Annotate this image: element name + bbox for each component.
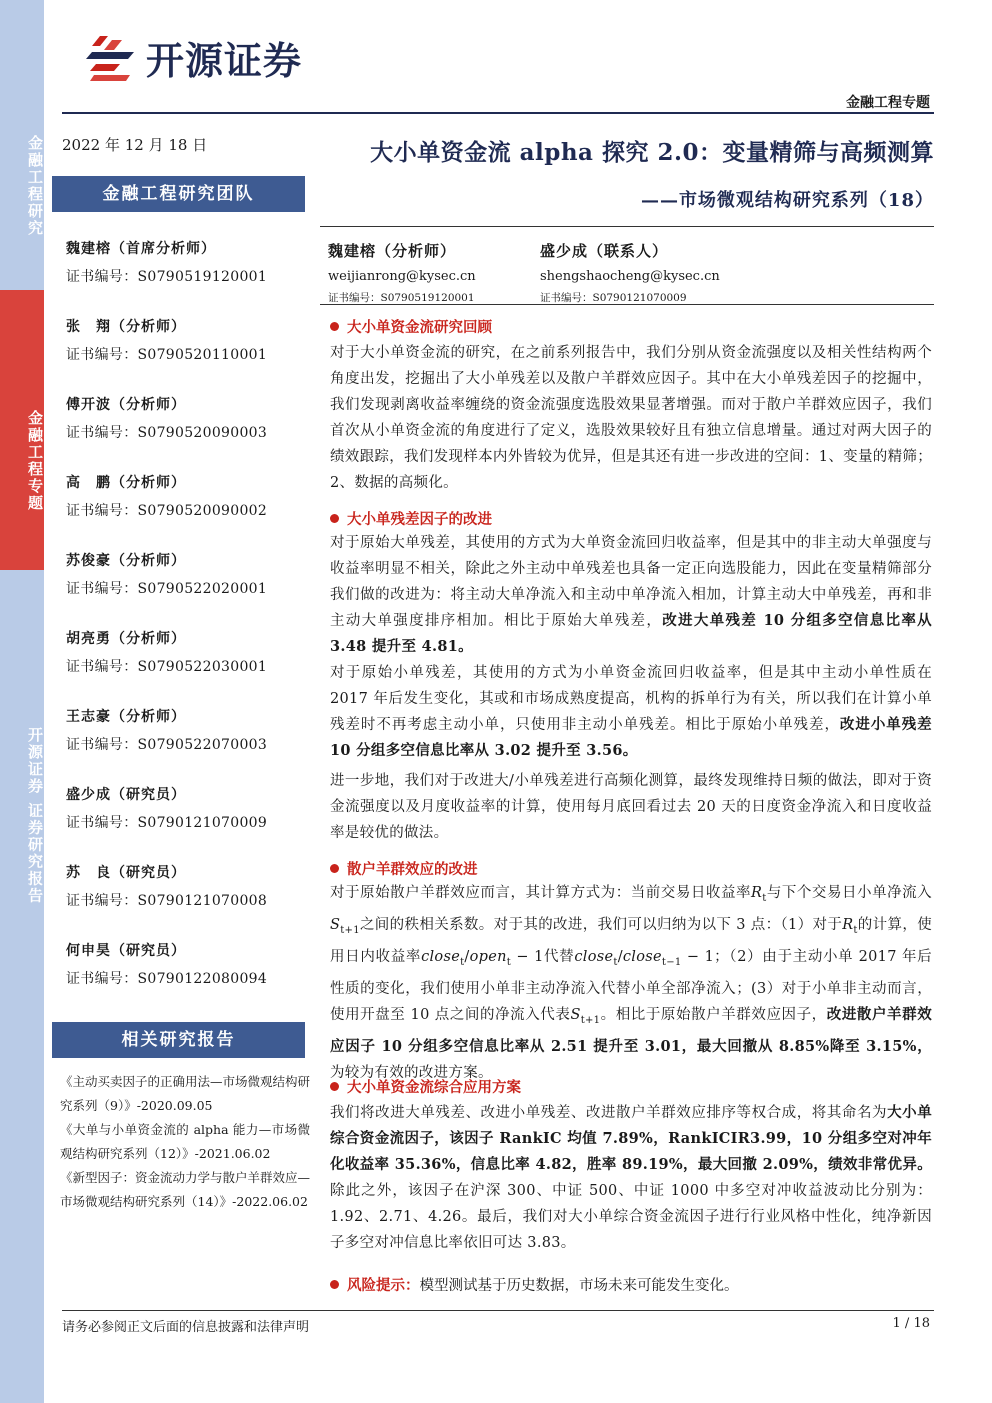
analyst-entry (66, 550, 267, 598)
analyst-entry (66, 394, 267, 442)
math-symbol: close (574, 948, 614, 965)
paragraph-text: 对于原始小单残差，其使用的方式为小单资金流回归收益率，但是其中主动小单性质在 2017 年后发生变化，其或和市场成熟度提高，机构的拆单行为有关，所以我们在计算小单残差时不再考虑主动小单，只使用非主动小单残差。相比于原始小单残差， (330, 665, 932, 733)
analyst-entry (66, 784, 267, 832)
author-email[interactable]: weijianrong@kysec.cn (328, 269, 476, 284)
analyst-cert: 证书编号：S0790121070009 (66, 815, 268, 831)
math-symbol: close (622, 948, 662, 965)
analyst-entry (66, 238, 267, 286)
section-heading (330, 1076, 521, 1097)
risk-note (330, 1274, 739, 1295)
paragraph-text: 对于原始散户羊群效应而言，其计算方式为：当前交易日收益率 (330, 885, 752, 901)
math-symbol: R (842, 916, 854, 933)
math-subscript: t (762, 892, 767, 904)
math-symbol: close (421, 948, 461, 965)
analyst-name: 苏 良（研究员） (66, 865, 186, 881)
paragraph-text: 与下个交易日小单净流入 (766, 885, 932, 901)
section-title: 大小单资金流研究回顾 (347, 319, 492, 336)
paragraph-highlight: 大小单综合资金流因子，该因子 RankIC 均值 7.89%，RankICIR3.99，10 分组多空对冲年化收益率 35.36%，信息比率 4.82，胜率 89.19%，最大回撤 2.09%，绩效非常优异。 (330, 1104, 932, 1173)
paragraph-highlight: 改进小单残差 10 分组多空信息比率从 3.02 提升至 3.56。 (330, 716, 932, 759)
analyst-name: 高 鹏（分析师） (66, 475, 186, 491)
related-reports-heading: 相关研究报告 (52, 1022, 305, 1058)
bullet-icon (330, 864, 339, 873)
report-title: 大小单资金流 alpha 探究 2.0：变量精筛与高频测算 (370, 139, 934, 166)
paragraph-text: 的计算，使用日内收益率 (330, 916, 932, 965)
bullet-icon (330, 322, 339, 331)
paragraph-text: 进一步地，我们对于改进大/小单残差进行高频化测算，最终发现维持日频的做法，即对于资金流强度以及月度收益率的计算，使用每月底回看过去 20 天的日度资金净流入和日度收益率是较优的做法。 (330, 773, 932, 841)
author-cert: 证书编号：S0790519120001 (328, 292, 475, 304)
section-heading (330, 316, 492, 337)
brand-name: 开源证券 (146, 38, 303, 83)
bullet-icon (330, 1082, 339, 1091)
analyst-name: 傅开波（分析师） (66, 397, 186, 413)
author-block (328, 240, 476, 305)
math-symbol: R (751, 885, 763, 901)
analyst-cert: 证书编号：S0790520110001 (66, 347, 268, 363)
author-cert: 证书编号：S0790121070009 (540, 292, 687, 304)
report-date: 2022 年 12 月 18 日 (62, 136, 208, 154)
paragraph-text: 为较为有效的改进方案。 (330, 1064, 493, 1081)
paragraph-highlight: 改进散户羊群效应因子 10 分组多空信息比率从 2.51 提升至 3.01，最大回撤从 8.85%降至 3.15%， (330, 1005, 932, 1055)
related-report-link[interactable]: 《新型因子：资金流动力学与散户羊群效应—市场微观结构研究系列（14）》-2022.06.02 (60, 1170, 311, 1209)
section-paragraph (330, 880, 932, 1086)
math-subscript: t−1 (661, 956, 682, 968)
section-paragraph (330, 768, 932, 846)
math-subscript: t (853, 924, 858, 936)
bullet-icon (330, 1280, 339, 1289)
analyst-cert: 证书编号：S0790122080094 (66, 971, 268, 987)
related-report-link[interactable]: 《主动买卖因子的正确用法—市场微观结构研究系列（9）》-2020.09.05 (60, 1074, 311, 1113)
analyst-entry (66, 706, 267, 754)
analyst-entry (66, 940, 267, 988)
bullet-icon (330, 514, 339, 523)
header-divider (62, 112, 934, 114)
paragraph-text: 之间的秩相关系数。对于其的改进，我们可以归纳为以下 3 点：（1）对于 (359, 916, 843, 933)
analyst-entry (66, 316, 267, 364)
analyst-entry (66, 862, 267, 910)
math-operator: − 1 (681, 948, 715, 965)
section-paragraph (330, 340, 932, 496)
section-heading (330, 508, 492, 529)
analyst-name: 盛少成（研究员） (66, 787, 186, 803)
section-title: 大小单资金流综合应用方案 (347, 1079, 521, 1096)
section-paragraph (330, 1100, 932, 1256)
risk-label: 风险提示： (347, 1277, 420, 1294)
paragraph-text: 。相比于原始散户羊群效应因子， (600, 1006, 827, 1023)
report-subtitle: ——市场微观结构研究系列（18） (640, 190, 934, 211)
analyst-cert: 证书编号：S0790520090002 (66, 503, 268, 519)
math-operator: / (617, 948, 623, 965)
paragraph-text: 我们将改进大单残差、改进小单残差、改进散户羊群效应排序等权合成，将其命名为 (330, 1105, 888, 1121)
analyst-entry (66, 628, 267, 676)
section-paragraph (330, 530, 932, 660)
footer-disclaimer: 请务必参阅正文后面的信息披露和法律声明 (62, 1320, 310, 1335)
page-number: 1 / 18 (892, 1316, 930, 1331)
analyst-cert: 证书编号：S0790520090003 (66, 425, 268, 441)
paragraph-text: 对于大小单资金流的研究，在之前系列报告中，我们分别从资金流强度以及相关性结构两个角度出发，挖掘出了大小单残差以及散户羊群效应因子。其中在大小单残差因子的挖掘中，我们发现剥离收益率缠绕的资金流强度选股效果显著增强。而对于散户羊群效应因子，我们首次从小单资金流的角度进行了定义，选股效果较好且有独立信息增量。通过对两大因子的绩效跟踪，我们发现样本内外皆较为优异，但是其还有进一步改进的空间：1、变量的精筛；2、数据的高频化。 (330, 345, 932, 491)
analyst-name: 何申昊（研究员） (66, 943, 186, 959)
analyst-name: 王志豪（分析师） (66, 709, 186, 725)
band-label-topic: 金融工程专题 (0, 290, 44, 570)
math-subscript: t+1 (340, 924, 360, 936)
report-topic: 金融工程专题 (846, 95, 930, 111)
math-symbol: S (330, 916, 341, 933)
analyst-cert: 证书编号：S0790522030001 (66, 659, 268, 675)
math-symbol: open (469, 948, 507, 965)
band-label-brand: 开源证券 证券研究报告 (26, 727, 44, 905)
title-divider (320, 226, 934, 227)
math-subscript: t+1 (580, 1014, 601, 1026)
analyst-name: 魏建榕（首席分析师） (66, 241, 216, 257)
brand-logo (86, 32, 302, 82)
band-label-research: 金融工程研究 (26, 135, 44, 237)
paragraph-text: 代替 (543, 948, 575, 965)
brand-logo-icon (86, 32, 138, 82)
math-subscript: t (460, 956, 465, 968)
analyst-cert: 证书编号：S0790519120001 (66, 269, 268, 285)
analyst-cert: 证书编号：S0790522020001 (66, 581, 268, 597)
author-name: 盛少成（联系人） (540, 242, 669, 260)
math-operator: − 1 (511, 948, 544, 965)
author-block (540, 240, 720, 305)
author-name: 魏建榕（分析师） (328, 242, 457, 260)
paragraph-highlight: 改进大单残差 10 分组多空信息比率从 3.48 提升至 4.81。 (330, 612, 932, 655)
analyst-name: 张 翔（分析师） (66, 319, 186, 335)
risk-text: 模型测试基于历史数据，市场未来可能发生变化。 (419, 1278, 739, 1294)
section-title: 大小单残差因子的改进 (347, 511, 492, 528)
analyst-cert: 证书编号：S0790121070008 (66, 893, 268, 909)
analyst-entry (66, 472, 267, 520)
section-paragraph (330, 660, 932, 764)
team-heading: 金融工程研究团队 (52, 176, 305, 212)
footer-divider (62, 1310, 934, 1311)
math-subscript: t (613, 956, 618, 968)
related-report-link[interactable]: 《大单与小单资金流的 alpha 能力—市场微观结构研究系列（12）》-2021.06.02 (60, 1122, 310, 1161)
section-title: 散户羊群效应的改进 (347, 861, 478, 878)
math-subscript: t (506, 956, 512, 968)
paragraph-text: 除此之外，该因子在沪深 300、中证 500、中证 1000 中多空对冲收益波动比分别为：1.92、2.71、4.26。最后，我们对大小单综合资金流因子进行行业风格中性化，纯净新因子多空对冲信息比率依旧可达 3.83。 (330, 1183, 932, 1251)
analyst-name: 胡亮勇（分析师） (66, 631, 186, 647)
math-operator: / (464, 948, 470, 965)
analyst-name: 苏俊豪（分析师） (66, 553, 186, 569)
paragraph-text: 对于原始大单残差，其使用的方式为大单资金流回归收益率，但是其中的非主动大单强度与收益率明显不相关，除此之外主动中单残差也具备一定正向选股能力，因此在变量精筛部分我们做的改进为：将主动大单净流入和主动中单净流入相加，计算主动大中单残差，再和非主动大单强度排序相加。相比于原始大单残差， (330, 535, 932, 629)
paragraph-text: ；（2）由于主动小单 2017 年后性质的变化，我们使用小单非主动净流入代替小单全部净流入；(3）对于小单非主动而言，使用开盘至 10 点之间的净流入代表 (330, 948, 932, 1023)
author-email[interactable]: shengshaocheng@kysec.cn (540, 269, 720, 284)
author-divider (320, 304, 934, 305)
left-side-band (0, 0, 44, 1403)
related-reports-list (60, 1070, 310, 1214)
analyst-cert: 证书编号：S0790522070003 (66, 737, 268, 753)
section-heading (330, 858, 478, 879)
math-symbol: S (570, 1006, 581, 1023)
